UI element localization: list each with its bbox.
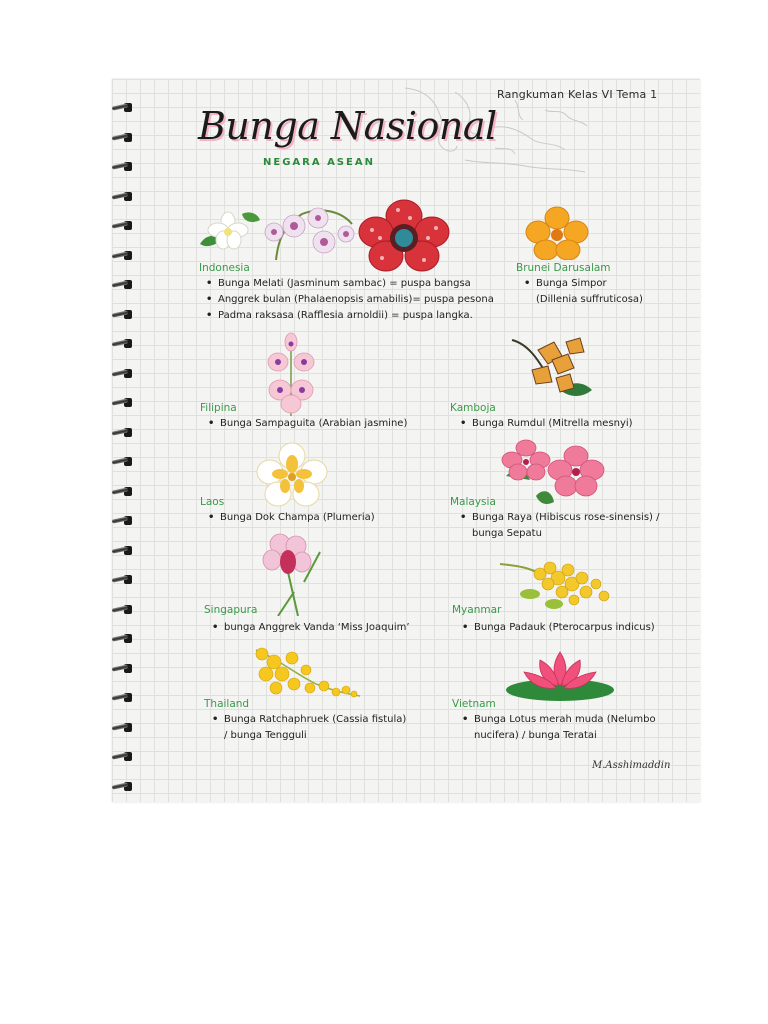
list-item: • Bunga Ratchaphruek (Cassia fistula) [208,712,406,728]
spiral-ring [112,277,136,291]
rafflesia-flower-icon [358,198,450,274]
page-title: Bunga Nasional [198,104,497,148]
spiral-ring [112,248,136,262]
spiral-ring [112,425,136,439]
spiral-ring [112,631,136,645]
list-item-continuation [208,728,406,744]
spiral-ring [112,484,136,498]
spiral-binding [112,100,138,800]
country-label-malaysia: Malaysia [450,496,496,508]
author-signature: M.Asshimaddin [592,760,671,771]
kamboja-flower-list [456,416,633,432]
myanmar-flower-list [458,620,655,636]
country-label-filipina: Filipina [200,402,237,414]
filipina-flower-list [204,416,407,432]
lotus-flower-icon [504,650,616,702]
list-item: • Bunga Melati (Jasminum sambac) = puspa bangsa [202,276,494,292]
vanda-orchid-flower-icon [258,532,322,616]
spiral-ring [112,513,136,527]
rumdul-flower-icon [508,330,594,402]
spiral-ring [112,307,136,321]
spiral-ring [112,543,136,557]
spiral-ring [112,100,136,114]
spiral-ring [112,572,136,586]
jasmine-flower-icon [196,204,262,256]
spiral-ring [112,366,136,380]
list-item-text: (Dillenia suffruticosa) [536,294,643,305]
list-item: • Bunga Lotus merah muda (Nelumbo [458,712,656,728]
ratchaphruek-flower-icon [246,644,362,708]
spiral-ring [112,336,136,350]
vietnam-flower-list [458,712,656,744]
spiral-ring [112,602,136,616]
list-item: • Bunga Padauk (Pterocarpus indicus) [458,620,655,636]
spiral-ring [112,720,136,734]
thailand-flower-list [208,712,406,744]
country-label-vietnam: Vietnam [452,698,496,710]
country-label-myanmar: Myanmar [452,604,502,616]
spiral-ring [112,130,136,144]
list-item: • Bunga Rumdul (Mitrella mesnyi) [456,416,633,432]
indonesia-flower-list [202,276,494,324]
plumeria-flower-icon [256,442,328,508]
country-label-laos: Laos [200,496,225,508]
list-item: • Bunga Sampaguita (Arabian jasmine) [204,416,407,432]
country-label-singapura: Singapura [204,604,258,616]
list-item-text: / bunga Tengguli [224,730,307,741]
country-label-brunei: Brunei Darusalam [516,262,611,274]
brunei-flower-list [520,276,643,308]
singapura-flower-list [208,620,410,636]
spiral-ring [112,661,136,675]
spiral-ring [112,189,136,203]
country-label-indonesia: Indonesia [199,262,250,274]
spiral-ring [112,749,136,763]
spiral-ring [112,218,136,232]
spiral-ring [112,779,136,793]
page-subtitle: NEGARA ASEAN [263,157,375,168]
hibiscus-flower-icon [496,436,606,510]
spiral-ring [112,454,136,468]
header-note: Rangkuman Kelas VI Tema 1 [497,88,658,101]
malaysia-flower-list [456,510,659,542]
spiral-ring [112,159,136,173]
list-item: • Bunga Raya (Hibiscus rose-sinensis) / [456,510,659,526]
list-item-continuation [456,526,659,542]
sampaguita-flower-icon [262,332,320,416]
list-item-continuation [458,728,656,744]
simpor-flower-icon [524,206,590,260]
laos-flower-list [204,510,375,526]
list-item-text: bunga Sepatu [472,528,542,539]
list-item: • Bunga Simpor [520,276,643,292]
list-item: • Anggrek bulan (Phalaenopsis amabilis)= puspa pesona [202,292,494,308]
list-item: • Padma raksasa (Rafflesia arnoldii) = puspa langka. [202,308,494,324]
moon-orchid-flower-icon [262,202,358,262]
list-item: • bunga Anggrek Vanda ‘Miss Joaquim’ [208,620,410,636]
list-item-text: nucifera) / bunga Teratai [474,730,597,741]
spiral-ring [112,690,136,704]
spiral-ring [112,395,136,409]
country-label-kamboja: Kamboja [450,402,496,414]
list-item: • Bunga Dok Champa (Plumeria) [204,510,375,526]
padauk-flower-icon [500,554,612,612]
country-label-thailand: Thailand [204,698,250,710]
list-item-continuation [520,292,643,308]
